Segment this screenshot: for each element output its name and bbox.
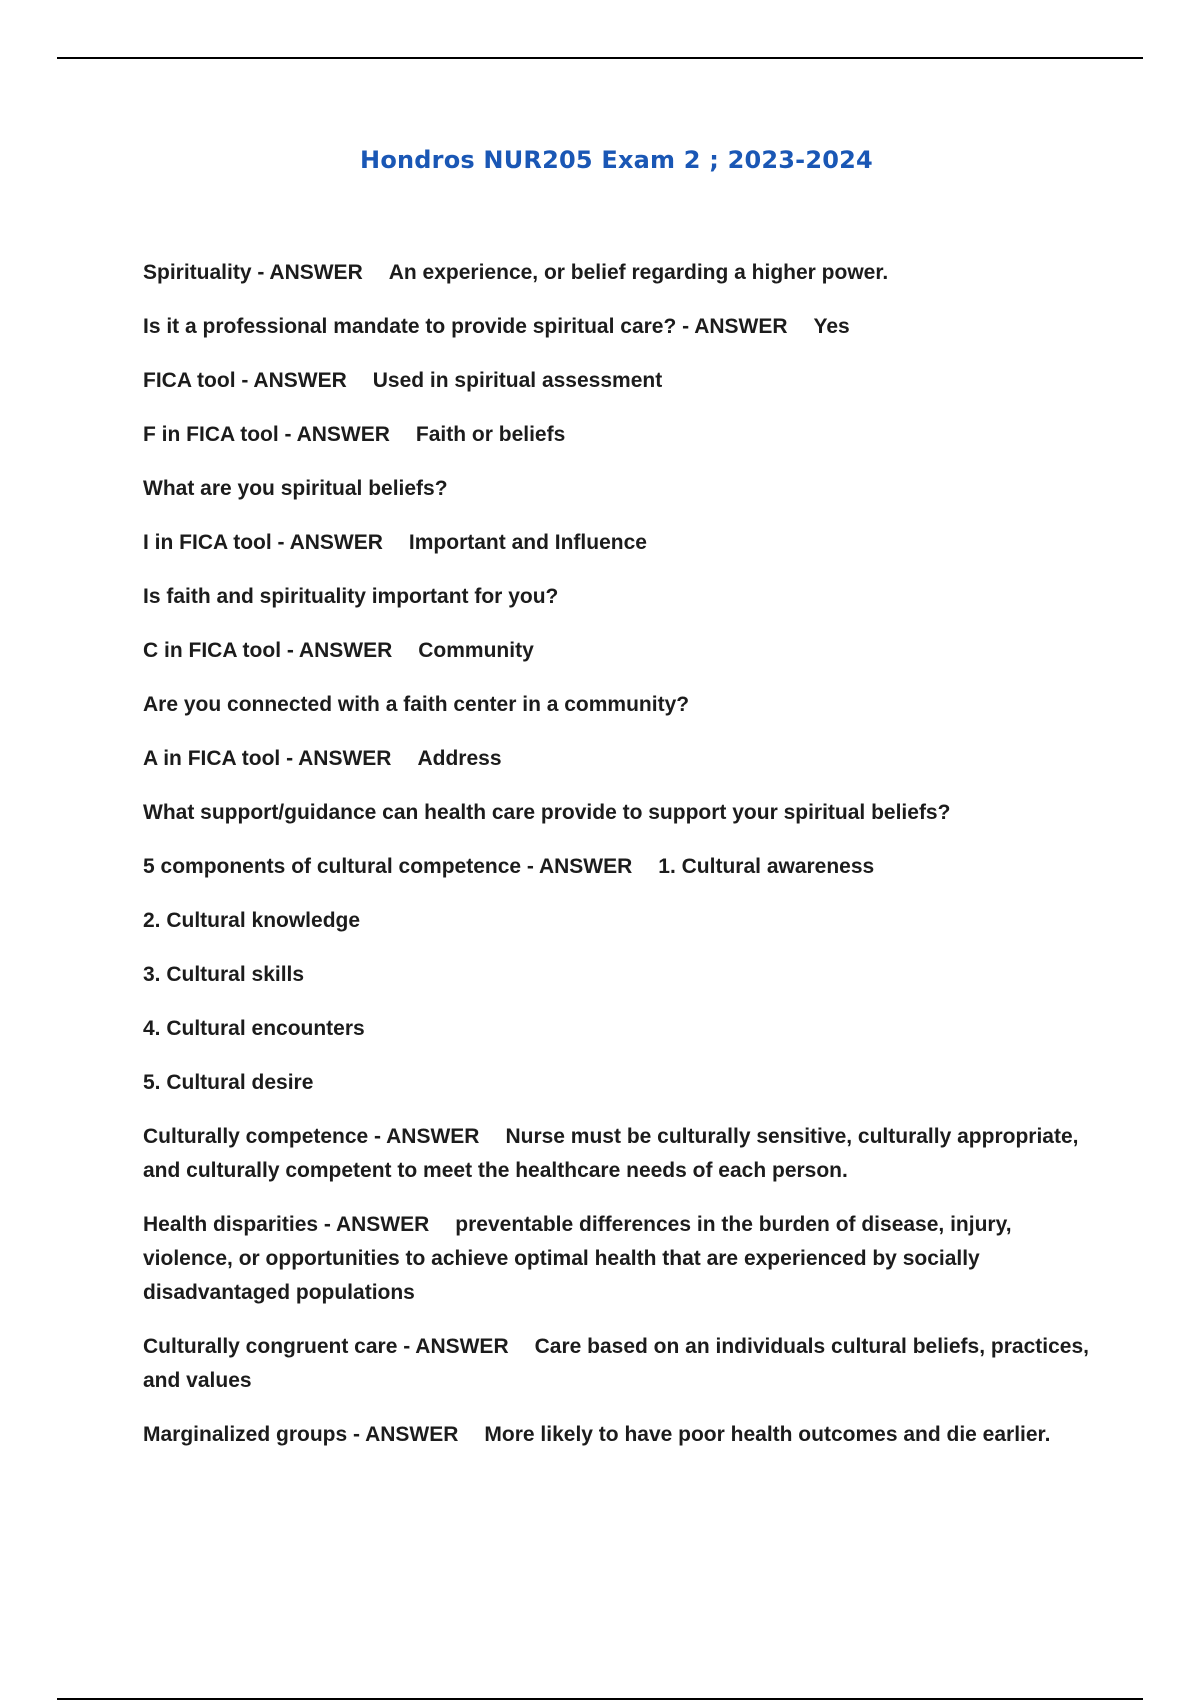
entry-fica-a-question bbox=[143, 796, 1103, 830]
entry-fica-c bbox=[143, 634, 1103, 668]
entry-question: 5. Cultural desire bbox=[143, 1071, 314, 1094]
entry-fica-a bbox=[143, 742, 1103, 776]
entry-question: F in FICA tool - ANSWER bbox=[143, 423, 390, 446]
top-rule bbox=[57, 57, 1143, 59]
entry-question: Is faith and spirituality important for you? bbox=[143, 585, 559, 608]
entry-fica-i-question bbox=[143, 580, 1103, 614]
entry-fica-c-question bbox=[143, 688, 1103, 722]
entry-component-5 bbox=[143, 1066, 1103, 1100]
entry-question: Culturally competence - ANSWER bbox=[143, 1125, 480, 1148]
entry-question: Health disparities - ANSWER bbox=[143, 1213, 430, 1236]
entry-question: A in FICA tool - ANSWER bbox=[143, 747, 392, 770]
entry-answer: Used in spiritual assessment bbox=[372, 369, 663, 392]
entry-answer: Yes bbox=[813, 315, 850, 338]
entry-question: C in FICA tool - ANSWER bbox=[143, 639, 393, 662]
entry-question: What support/guidance can health care provide to support your spiritual beliefs? bbox=[143, 801, 951, 824]
entry-question: FICA tool - ANSWER bbox=[143, 369, 347, 392]
entry-spirituality bbox=[143, 256, 1103, 290]
entry-culturally-congruent-care bbox=[143, 1330, 1103, 1398]
entry-question: 2. Cultural knowledge bbox=[143, 909, 361, 932]
entry-question: What are you spiritual beliefs? bbox=[143, 477, 448, 500]
entry-answer: 1. Cultural awareness bbox=[658, 855, 875, 878]
entry-answer: Nurse must be culturally sensitive, culturally appropriate, and culturally competent to meet the healthcare needs of each person. bbox=[143, 1125, 1079, 1182]
entry-marginalized-groups bbox=[143, 1418, 1103, 1452]
entry-professional-mandate bbox=[143, 310, 1103, 344]
entry-question: Marginalized groups - ANSWER bbox=[143, 1423, 459, 1446]
entry-question: Spirituality - ANSWER bbox=[143, 261, 363, 284]
entry-question: Culturally congruent care - ANSWER bbox=[143, 1335, 509, 1358]
entry-fica-f-question bbox=[143, 472, 1103, 506]
entry-question: Is it a professional mandate to provide spiritual care? - ANSWER bbox=[143, 315, 788, 338]
entry-answer: An experience, or belief regarding a higher power. bbox=[388, 261, 889, 284]
entry-answer: Address bbox=[417, 747, 502, 770]
entry-health-disparities bbox=[143, 1208, 1103, 1310]
entry-answer: preventable differences in the burden of disease, injury, violence, or opportunities to achieve optimal health that are experienced by socially disadvantaged populations bbox=[143, 1213, 1012, 1304]
document-body bbox=[143, 256, 1103, 1472]
entry-component-4 bbox=[143, 1012, 1103, 1046]
entry-component-3 bbox=[143, 958, 1103, 992]
entry-question: 3. Cultural skills bbox=[143, 963, 305, 986]
entry-cultural-competence-components bbox=[143, 850, 1103, 884]
entry-answer: Community bbox=[418, 639, 534, 662]
entry-component-2 bbox=[143, 904, 1103, 938]
entry-question: 5 components of cultural competence - ANSWER bbox=[143, 855, 633, 878]
document-title: Hondros NUR205 Exam 2 ; 2023-2024 bbox=[360, 146, 873, 174]
entry-fica-tool bbox=[143, 364, 1103, 398]
entry-question: Are you connected with a faith center in a community? bbox=[143, 693, 690, 716]
entry-question: 4. Cultural encounters bbox=[143, 1017, 365, 1040]
entry-culturally-competence bbox=[143, 1120, 1103, 1188]
entry-answer: Important and Influence bbox=[408, 531, 647, 554]
entry-question: I in FICA tool - ANSWER bbox=[143, 531, 383, 554]
entry-answer: Care based on an individuals cultural beliefs, practices, and values bbox=[143, 1335, 1089, 1392]
entry-answer: More likely to have poor health outcomes and die earlier. bbox=[484, 1423, 1051, 1446]
entry-fica-i bbox=[143, 526, 1103, 560]
entry-fica-f bbox=[143, 418, 1103, 452]
entry-answer: Faith or beliefs bbox=[415, 423, 566, 446]
